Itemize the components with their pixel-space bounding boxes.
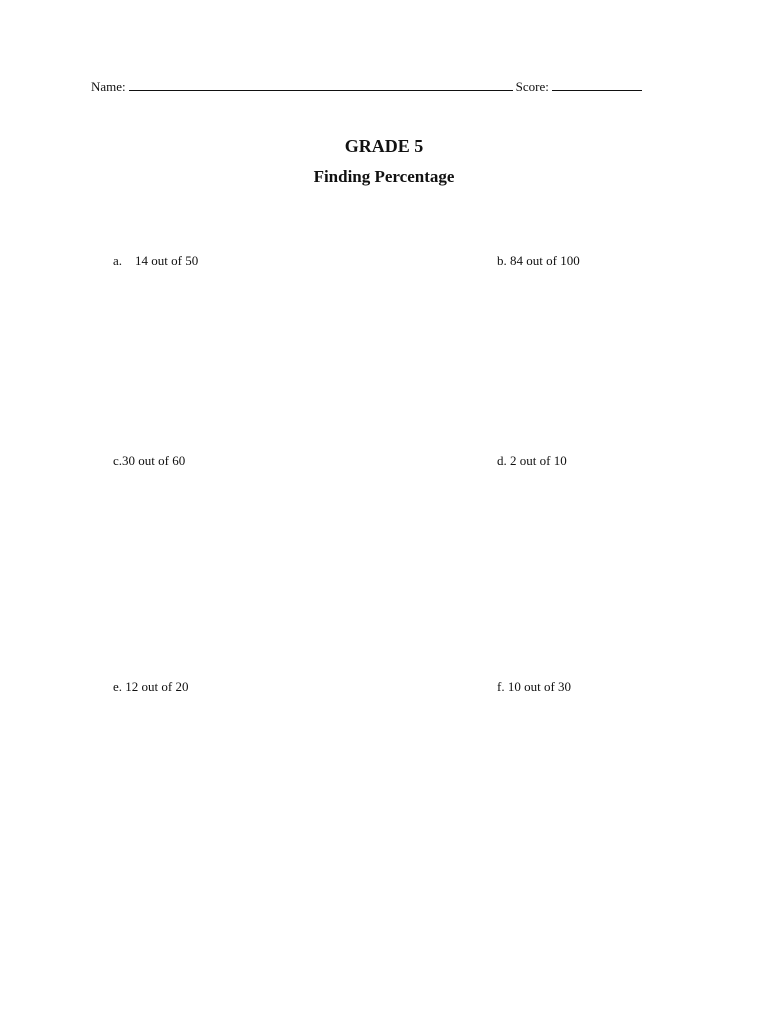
- problem-letter: e.: [113, 679, 123, 694]
- problem-f: [497, 679, 571, 695]
- problem-letter: d.: [497, 453, 507, 468]
- problem-e: [113, 679, 188, 695]
- problem-text: 12 out of 20: [125, 679, 189, 694]
- name-blank[interactable]: [129, 78, 513, 91]
- grade-title: GRADE 5: [344, 136, 424, 156]
- problem-text: 10 out of 30: [507, 679, 572, 694]
- name-label: Name:: [91, 79, 126, 94]
- problem-letter: c.: [113, 453, 123, 468]
- problem-c: [113, 453, 185, 469]
- problem-text: 30 out of 60: [122, 453, 186, 468]
- topic-title: Finding Percentage: [313, 167, 455, 186]
- problem-b: [497, 253, 580, 269]
- score-blank[interactable]: [552, 78, 642, 91]
- header-line: [91, 78, 661, 96]
- problem-d: [497, 453, 567, 469]
- problem-letter: b.: [497, 253, 507, 268]
- problem-text: 2 out of 10: [510, 453, 567, 468]
- problem-text: 14 out of 50: [135, 253, 199, 268]
- score-label: Score:: [515, 79, 549, 94]
- problem-letter: f.: [497, 679, 505, 694]
- problem-letter: a.: [113, 253, 123, 268]
- problem-text: 84 out of 100: [510, 253, 580, 268]
- problem-a: [113, 253, 198, 269]
